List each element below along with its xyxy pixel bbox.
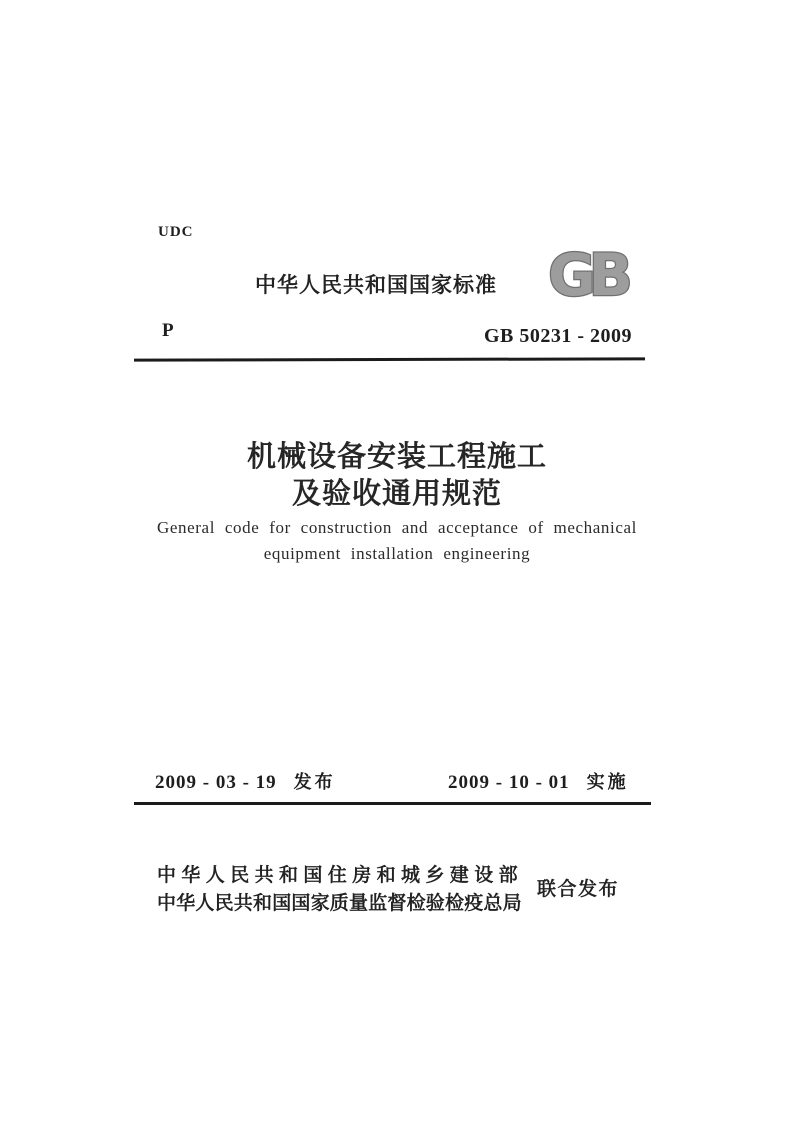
gb-logo-letters: GB (548, 243, 626, 303)
gb-standard-logo-icon (536, 243, 637, 303)
national-standard-heading: 中华人民共和国国家标准 (255, 274, 497, 297)
implement-date-group (448, 768, 629, 794)
implement-date: 2009 - 10 - 01 (448, 772, 570, 793)
publisher-line2: 中华人民共和国国家质量监督检验检疫总局 (157, 893, 522, 914)
udc-label: UDC (158, 224, 194, 240)
title-en-line1: General code for construction and acceptance of mechanical (157, 518, 637, 537)
issue-date-group (155, 768, 336, 794)
title-cn-line1: 机械设备安装工程施工 (246, 441, 547, 473)
publisher-line1: 中华人民共和国住房和城乡建设部 (157, 865, 524, 886)
issue-date: 2009 - 03 - 19 (155, 772, 277, 793)
classification-code: P (162, 320, 174, 341)
title-cn-line2: 及验收通用规范 (291, 478, 502, 510)
issue-label: 发布 (293, 772, 336, 792)
standard-number: GB 50231 - 2009 (484, 325, 633, 347)
top-divider (134, 357, 645, 361)
implement-label: 实施 (586, 772, 629, 792)
bottom-divider (134, 802, 651, 805)
title-en-line2: equipment installation engineering (263, 544, 531, 563)
joint-publish-label: 联合发布 (537, 879, 620, 900)
